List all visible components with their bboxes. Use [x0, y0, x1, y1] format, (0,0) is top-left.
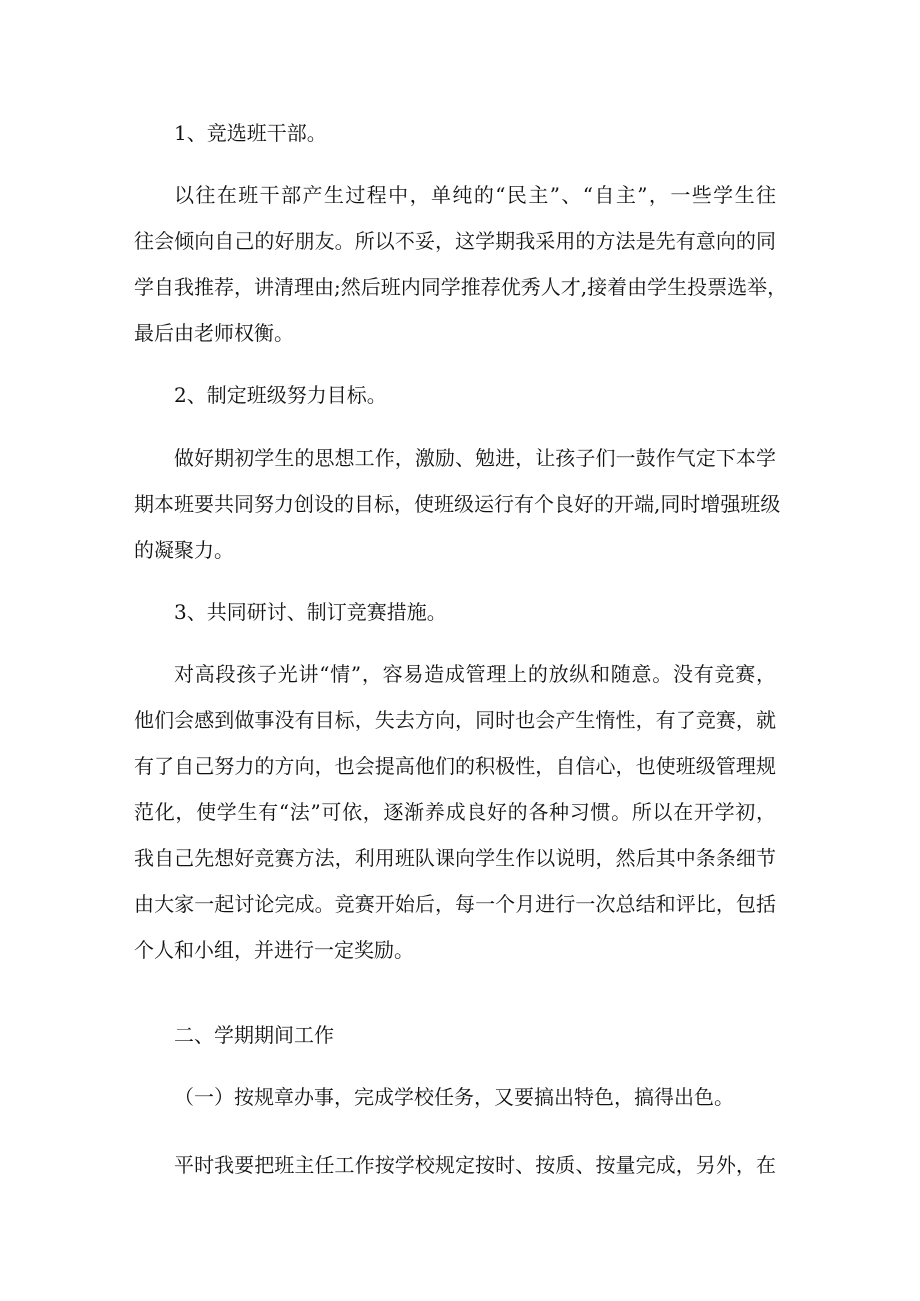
paragraph-line: 的凝聚力。: [134, 538, 234, 562]
part-heading: 二、学期期间工作: [174, 1023, 334, 1047]
paragraph-line: 我自己先想好竞赛方法，利用班队课向学生作以说明，然后其中条条细节: [134, 846, 776, 870]
paragraph-line: 有了自己努力的方向，也会提高他们的积极性，自信心，也使班级管理规: [134, 754, 776, 778]
paragraph-line: 范化，使学生有“法”可依，逐渐养成良好的各种习惯。所以在开学初，: [134, 800, 776, 824]
subsection-heading: （一）按规章办事，完成学校任务，又要搞出特色，搞得出色。: [174, 1085, 734, 1109]
paragraph-line: 由大家一起讨论完成。竞赛开始后，每一个月进行一次总结和评比，包括: [134, 892, 776, 916]
section-heading: 3、共同研讨、制订竞赛措施。: [174, 600, 447, 624]
paragraph-line: 学自我推荐，讲清理由;然后班内同学推荐优秀人才,接着由学生投票选举，: [134, 275, 788, 299]
paragraph-line: 对高段孩子光讲“情”，容易造成管理上的放纵和随意。没有竞赛，: [174, 662, 776, 686]
paragraph-line: 最后由老师权衡。: [134, 321, 294, 345]
section-heading: 1、竞选班干部。: [174, 121, 327, 145]
section-heading: 2、制定班级努力目标。: [174, 383, 387, 407]
paragraph-line: 他们会感到做事没有目标，失去方向，同时也会产生惰性，有了竞赛，就: [134, 708, 776, 732]
paragraph-line: 做好期初学生的思想工作，激励、勉进，让孩子们一鼓作气定下本学: [174, 446, 776, 470]
paragraph-line: 平时我要把班主任工作按学校规定按时、按质、按量完成，另外，在: [174, 1153, 776, 1177]
paragraph-line: 以往在班干部产生过程中，单纯的“民主”、“自主”，一些学生往: [174, 183, 776, 207]
paragraph-line: 往会倾向自己的好朋友。所以不妥，这学期我采用的方法是先有意向的同: [134, 229, 776, 253]
paragraph-line: 期本班要共同努力创设的目标，使班级运行有个良好的开端,同时增强班级: [134, 492, 781, 516]
paragraph-line: 个人和小组，并进行一定奖励。: [134, 938, 414, 962]
